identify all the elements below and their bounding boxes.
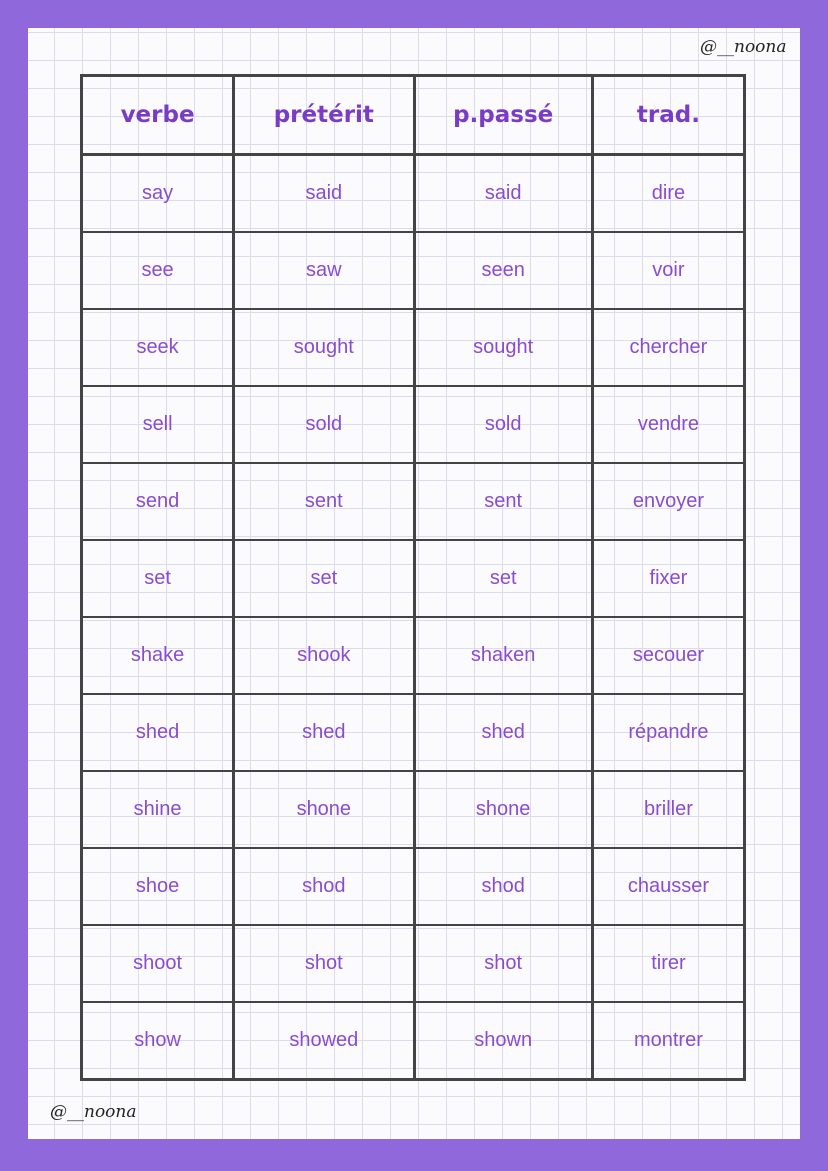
cell-participe-passe: sought (414, 309, 592, 386)
table-row (82, 386, 745, 463)
watermark-bottom: @__noona (50, 1102, 137, 1122)
table-row (82, 232, 745, 309)
cell-preterit: sought (234, 309, 414, 386)
cell-verbe: shoot (82, 925, 234, 1002)
header-row (82, 76, 745, 155)
table-row (82, 540, 745, 617)
table-row (82, 694, 745, 771)
cell-verbe: show (82, 1002, 234, 1080)
cell-verbe: shoe (82, 848, 234, 925)
table-row (82, 848, 745, 925)
header-participe-passe: p.passé (414, 76, 592, 155)
cell-verbe: sell (82, 386, 234, 463)
cell-participe-passe: shown (414, 1002, 592, 1080)
cell-participe-passe: set (414, 540, 592, 617)
cell-preterit: showed (234, 1002, 414, 1080)
cell-participe-passe: shone (414, 771, 592, 848)
cell-participe-passe: shed (414, 694, 592, 771)
cell-verbe: shake (82, 617, 234, 694)
cell-traduction: secouer (592, 617, 744, 694)
cell-participe-passe: shaken (414, 617, 592, 694)
cell-participe-passe: shod (414, 848, 592, 925)
irregular-verbs-table (80, 74, 746, 1081)
cell-verbe: send (82, 463, 234, 540)
header-traduction: trad. (592, 76, 744, 155)
table-row (82, 617, 745, 694)
worksheet-page (28, 28, 800, 1139)
cell-traduction: chercher (592, 309, 744, 386)
table-row (82, 155, 745, 233)
cell-preterit: shed (234, 694, 414, 771)
cell-participe-passe: sent (414, 463, 592, 540)
cell-participe-passe: said (414, 155, 592, 233)
cell-verbe: see (82, 232, 234, 309)
cell-preterit: set (234, 540, 414, 617)
table-row (82, 925, 745, 1002)
cell-verbe: seek (82, 309, 234, 386)
cell-participe-passe: seen (414, 232, 592, 309)
cell-traduction: tirer (592, 925, 744, 1002)
cell-traduction: briller (592, 771, 744, 848)
cell-verbe: shed (82, 694, 234, 771)
cell-preterit: saw (234, 232, 414, 309)
cell-traduction: dire (592, 155, 744, 233)
cell-participe-passe: sold (414, 386, 592, 463)
cell-traduction: voir (592, 232, 744, 309)
cell-preterit: shone (234, 771, 414, 848)
cell-preterit: shot (234, 925, 414, 1002)
cell-verbe: say (82, 155, 234, 233)
cell-preterit: said (234, 155, 414, 233)
table-row (82, 309, 745, 386)
cell-traduction: montrer (592, 1002, 744, 1080)
cell-preterit: sold (234, 386, 414, 463)
watermark-top: @__noona (700, 37, 787, 57)
table-row (82, 1002, 745, 1080)
header-verbe: verbe (82, 76, 234, 155)
cell-preterit: shod (234, 848, 414, 925)
table-row (82, 771, 745, 848)
header-preterit: prétérit (234, 76, 414, 155)
cell-traduction: envoyer (592, 463, 744, 540)
cell-traduction: fixer (592, 540, 744, 617)
cell-traduction: répandre (592, 694, 744, 771)
cell-verbe: shine (82, 771, 234, 848)
cell-verbe: set (82, 540, 234, 617)
cell-preterit: sent (234, 463, 414, 540)
cell-participe-passe: shot (414, 925, 592, 1002)
cell-traduction: vendre (592, 386, 744, 463)
table-row (82, 463, 745, 540)
cell-preterit: shook (234, 617, 414, 694)
cell-traduction: chausser (592, 848, 744, 925)
